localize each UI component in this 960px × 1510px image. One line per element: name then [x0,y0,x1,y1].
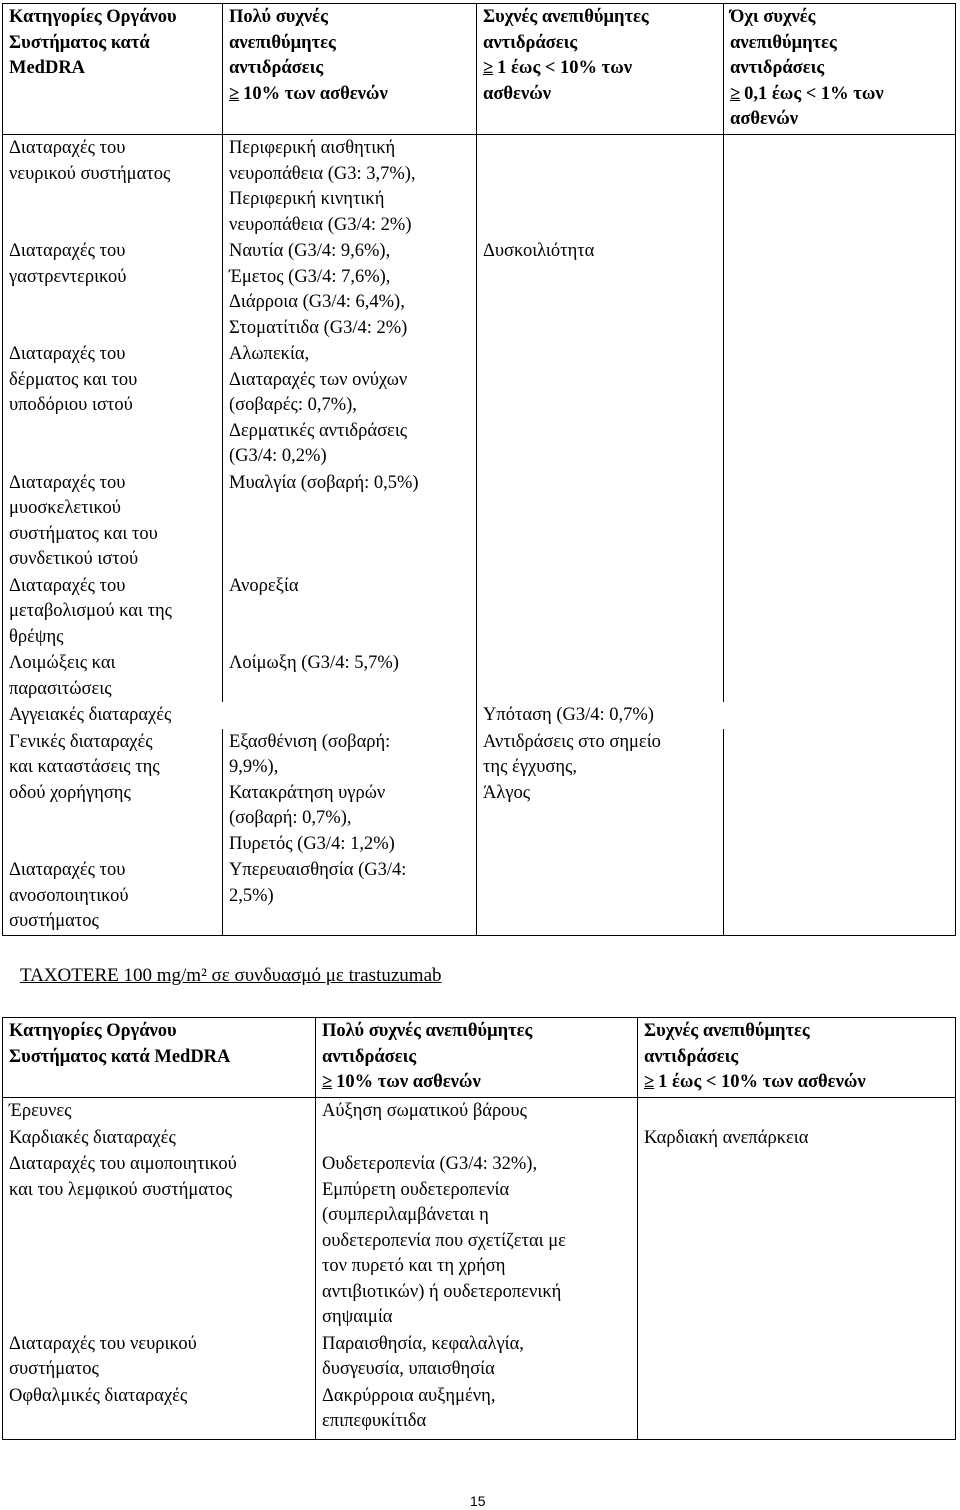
table-row [3,650,956,702]
organ-cell: Διαταραχές του δέρματος και του υποδόριου ιστού [3,341,223,470]
very-common-cell: Ανορεξία [223,573,477,651]
header-common: Συχνές ανεπιθύμητες αντιδράσεις ≥ 1 έως < 10% των ασθενών [638,1018,956,1098]
table1-header-row [3,4,956,135]
adverse-reactions-table-2 [2,1017,956,1440]
common-cell [638,1151,956,1331]
table-caption: TAXOTERE 100 mg/m² σε συνδυασμό με trastuzumab [20,965,442,986]
page-number: 15 [470,1493,486,1509]
common-cell: Αντιδράσεις στο σημείο της έγχυσης, Άλγος [477,729,724,858]
common-cell [638,1331,956,1383]
very-common-cell: Υπερευαισθησία (G3/4: 2,5%) [223,857,477,935]
table-row [3,341,956,470]
header-organ-class: Κατηγορίες Οργάνου Συστήματος κατά MedDRA [3,4,223,135]
uncommon-cell [724,857,956,935]
table1-body [3,135,956,703]
organ-cell: Αγγειακές διαταραχές [3,702,477,729]
uncommon-cell [724,238,956,341]
very-common-cell: Αύξηση σωματικού βάρους [316,1098,638,1125]
organ-cell: Διαταραχές του μυοσκελετικού συστήματος και του συνδετικού ιστού [3,470,223,573]
table-row [3,135,956,239]
very-common-cell: Περιφερική αισθητική νευροπάθεια (G3: 3,7%), Περιφερική κινητική νευροπάθεια (G3/4: 2%) [223,135,477,239]
adverse-reactions-table-1 [2,3,956,936]
common-cell: Δυσκοιλιότητα [477,238,724,341]
table-row [3,573,956,651]
header-very-common: Πολύ συχνές ανεπιθύμητες αντιδράσεις ≥ 10% των ασθενών [316,1018,638,1098]
organ-cell: Διαταραχές του μεταβολισμού και της θρέψης [3,573,223,651]
table-row [3,470,956,573]
common-cell [477,341,724,470]
organ-cell: Καρδιακές διαταραχές [3,1125,316,1152]
common-cell [638,1383,956,1440]
table2-body [3,1098,956,1440]
organ-cell: Διαταραχές του γαστρεντερικού [3,238,223,341]
common-cell [477,135,724,239]
header-common: Συχνές ανεπιθύμητες αντιδράσεις ≥ 1 έως < 10% των ασθενών [477,4,724,135]
organ-cell: Διαταραχές του αιμοποιητικού και του λεμφικού συστήματος [3,1151,316,1331]
table-row [3,1383,956,1440]
table-row [3,1331,956,1383]
very-common-cell [316,1125,638,1152]
very-common-cell: Λοίμωξη (G3/4: 5,7%) [223,650,477,702]
common-cell [477,573,724,651]
uncommon-cell [724,470,956,573]
very-common-cell: Μυαλγία (σοβαρή: 0,5%) [223,470,477,573]
common-cell [477,470,724,573]
organ-cell: Έρευνες [3,1098,316,1125]
header-very-common: Πολύ συχνές ανεπιθύμητες αντιδράσεις ≥ 10% των ασθενών [223,4,477,135]
organ-cell: Λοιμώξεις και παρασιτώσεις [3,650,223,702]
organ-cell: Οφθαλμικές διαταραχές [3,1383,316,1440]
organ-cell: Διαταραχές του νευρικού συστήματος [3,1331,316,1383]
uncommon-cell [724,135,956,239]
organ-cell: Γενικές διαταραχές και καταστάσεις της οδού χορήγησης [3,729,223,858]
header-organ-class: Κατηγορίες Οργάνου Συστήματος κατά MedDRA [3,1018,316,1098]
table-row [3,238,956,341]
table-row [3,729,956,858]
organ-cell: Διαταραχές του νευρικού συστήματος [3,135,223,239]
header-uncommon: Όχι συχνές ανεπιθύμητες αντιδράσεις ≥ 0,1 έως < 1% των ασθενών [724,4,956,135]
common-cell [477,857,724,935]
common-cell: Καρδιακή ανεπάρκεια [638,1125,956,1152]
table-row [3,857,956,935]
table1-body-2 [3,729,956,936]
very-common-cell: Δακρύρροια αυξημένη, επιπεφυκίτιδα [316,1383,638,1440]
table-row [3,1125,956,1152]
uncommon-cell [724,341,956,470]
uncommon-cell [724,650,956,702]
uncommon-cell [724,729,956,858]
table-row [3,1098,956,1125]
common-cell: Υπόταση (G3/4: 0,7%) [477,702,956,729]
common-cell [638,1098,956,1125]
very-common-cell: Ναυτία (G3/4: 9,6%), Έμετος (G3/4: 7,6%), Διάρροια (G3/4: 6,4%), Στοματίτιδα (G3/4: 2%) [223,238,477,341]
table1-vascular-row [3,702,956,729]
very-common-cell: Παραισθησία, κεφαλαλγία, δυσγευσία, υπαισθησία [316,1331,638,1383]
table-row [3,1151,956,1331]
table2-header-row [3,1018,956,1098]
uncommon-cell [724,573,956,651]
very-common-cell: Αλωπεκία, Διαταραχές των ονύχων (σοβαρές: 0,7%), Δερματικές αντιδράσεις (G3/4: 0,2%) [223,341,477,470]
common-cell [477,650,724,702]
very-common-cell: Ουδετεροπενία (G3/4: 32%), Εμπύρετη ουδετεροπενία (συμπεριλαμβάνεται η ουδετεροπενία που σχετίζεται με τον πυρετό και τη χρήση αντιβιοτικών) ή ουδετεροπενική σηψαιμία [316,1151,638,1331]
very-common-cell: Εξασθένιση (σοβαρή: 9,9%), Κατακράτηση υγρών (σοβαρή: 0,7%), Πυρετός (G3/4: 1,2%) [223,729,477,858]
organ-cell: Διαταραχές του ανοσοποιητικού συστήματος [3,857,223,935]
